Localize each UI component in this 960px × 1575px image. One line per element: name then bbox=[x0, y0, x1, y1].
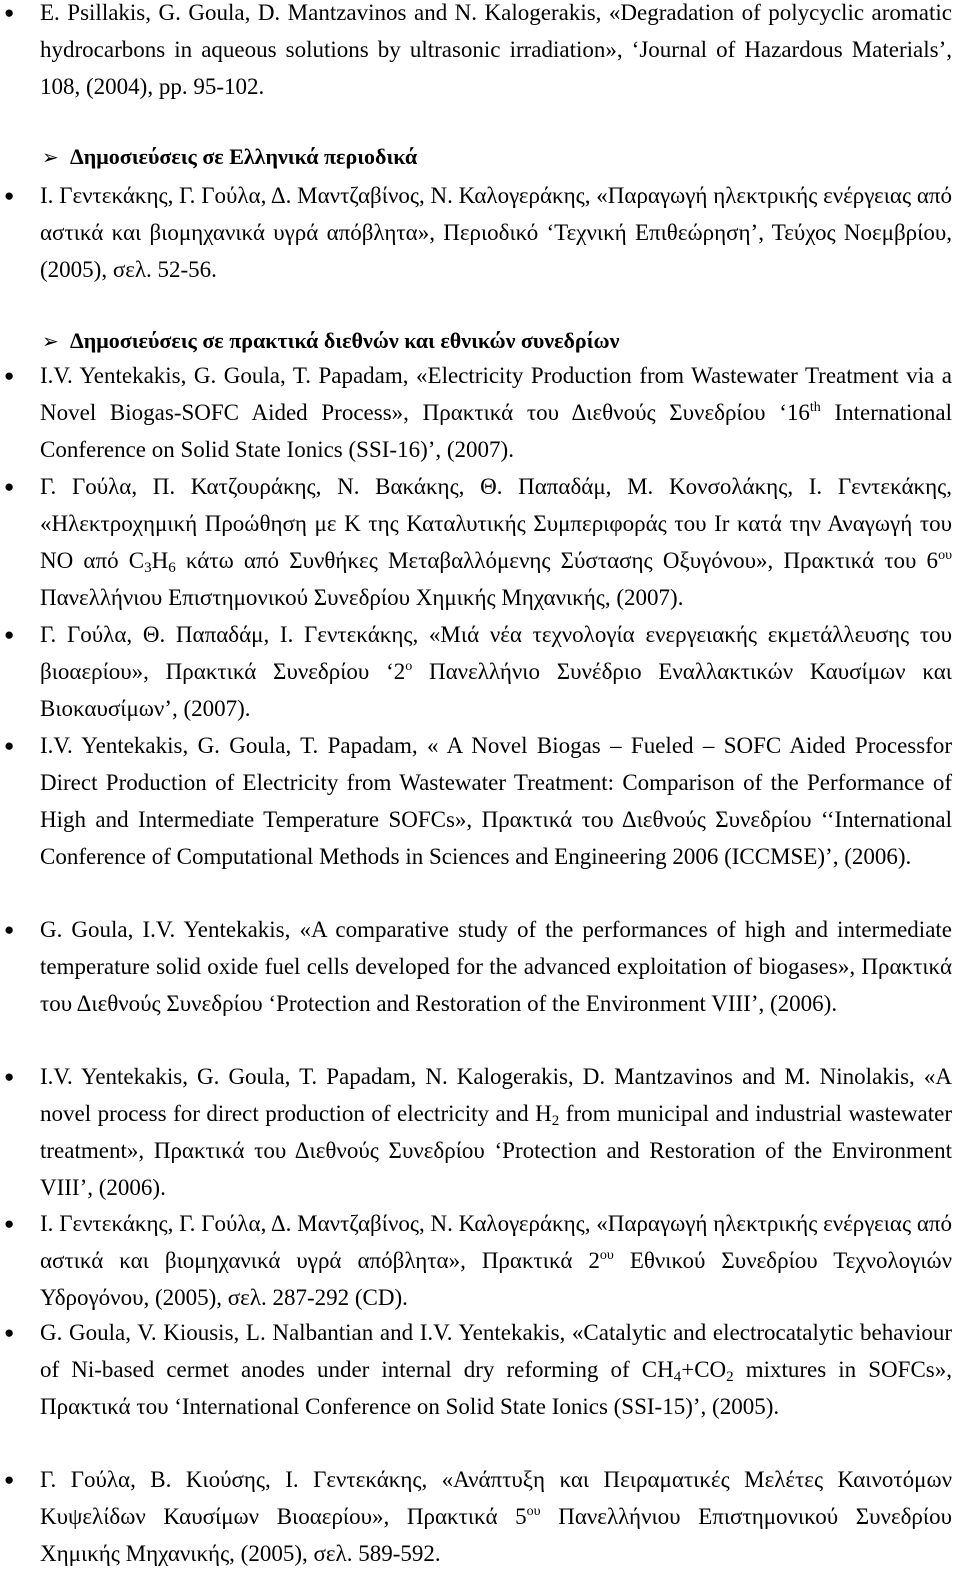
reference-entry bbox=[4, 911, 952, 1022]
text-segment: International Conference on Solid State Ionics (SSI-16)’, (2007). bbox=[40, 400, 952, 462]
text-segment: Εθνικού Συνεδρίου Τεχνολογιών Υδρογόνου, (2005), σελ. 287-292 (CD). bbox=[40, 1248, 952, 1310]
subscript: 6 bbox=[168, 560, 176, 576]
text-segment: from municipal and industrial wastewater treatment», Πρακτικά του Διεθνούς Συνεδρίου ‘Protection and Restoration of the Environment VIII’, (2006). bbox=[40, 1101, 952, 1200]
text-segment: Γ. Γούλα, Π. Κατζουράκης, Ν. Βακάκης, Θ. Παπαδάμ, Μ. Κονσολάκης, Ι. Γεντεκάκης, «Ηλεκτροχημική Προώθηση με Κ της Καταλυτικής Συμπεριφοράς του Ir κατά την Αναγωγή του NO από C bbox=[40, 474, 952, 573]
text-segment: I.V. Yentekakis, G. Goula, T. Papadam, N. Kalogerakis, D. Mantzavinos and M. Ninolakis, «A novel process for direct production of electricity and H bbox=[40, 1064, 952, 1126]
superscript: ο bbox=[405, 659, 413, 674]
section-heading-greek-journals: ➢ Δημοσιεύσεις σε Ελληνικά περιοδικά bbox=[42, 142, 417, 173]
bullet-icon: ● bbox=[4, 920, 15, 939]
subscript: 4 bbox=[673, 1369, 682, 1385]
text-segment: Πανελλήνιου Επιστημονικού Συνεδρίου Χημικής Μηχανικής, (2005), σελ. 589-592. bbox=[40, 1504, 952, 1566]
reference-entry bbox=[4, 468, 952, 616]
bullet-icon: ● bbox=[4, 366, 15, 385]
reference-text bbox=[40, 1064, 952, 1200]
bullet-icon: ● bbox=[4, 1323, 15, 1342]
superscript: ου bbox=[938, 548, 952, 563]
text-segment: G. Goula, V. Kiousis, L. Nalbantian and I.V. Yentekakis, «Catalytic and electrocatalytic behaviour of Ni-based cermet anodes under internal dry reforming of CH bbox=[40, 1320, 952, 1382]
reference-text bbox=[40, 917, 952, 1016]
text-segment: +CO bbox=[681, 1357, 727, 1382]
bullet-icon: ● bbox=[4, 1067, 15, 1086]
text-segment: Γ. Γούλα, Θ. Παπαδάμ, Ι. Γεντεκάκης, «Μιά νέα τεχνολογία ενεργειακής εκμετάλλευσης του βιοαερίου», Πρακτικά Συνεδρίου ‘2 bbox=[40, 622, 952, 684]
bullet-icon: ● bbox=[4, 3, 15, 22]
text-segment: Ι. Γεντεκάκης, Γ. Γούλα, Δ. Μαντζαβίνος, Ν. Καλογεράκης, «Παραγωγή ηλεκτρικής ενέργειας από αστικά και βιομηχανικά υγρά απόβλητα», Πρακτικά 2 bbox=[40, 1211, 952, 1273]
bullet-icon: ● bbox=[4, 1470, 15, 1489]
bullet-icon: ● bbox=[4, 477, 15, 496]
reference-text bbox=[40, 1320, 952, 1419]
superscript: ου bbox=[599, 1248, 614, 1263]
section-heading-conferences: ➢ Δημοσιεύσεις σε πρακτικά διεθνών και εθνικών συνεδρίων bbox=[42, 326, 619, 357]
text-segment: I.V. Yentekakis, G. Goula, T. Papadam, «Electricity Production from Wastewater Treatment via a Novel Biogas-SOFC Aided Process», Πρακτικά του Διεθνούς Συνεδρίου ‘16 bbox=[40, 363, 952, 425]
subscript: 2 bbox=[726, 1369, 734, 1385]
arrow-bullet-icon: ➢ bbox=[42, 147, 59, 169]
reference-entry bbox=[4, 1314, 952, 1425]
text-segment: Πανελλήνιο Συνέδριο Εναλλακτικών Καυσίμων και Βιοκαυσίμων’, (2007). bbox=[40, 659, 952, 721]
bullet-icon: ● bbox=[4, 736, 15, 755]
subscript: 3 bbox=[144, 560, 152, 576]
reference-text bbox=[40, 183, 952, 282]
reference-entry bbox=[4, 616, 952, 727]
reference-entry bbox=[4, 1205, 952, 1316]
text-segment: Γ. Γούλα, Β. Κιούσης, Ι. Γεντεκάκης, «Ανάπτυξη και Πειραματικές Μελέτες Καινοτόμων Κυψελίδων Καυσίμων Βιοαερίου», Πρακτικά 5 bbox=[40, 1467, 952, 1529]
reference-text bbox=[40, 0, 952, 99]
arrow-bullet-icon: ➢ bbox=[42, 331, 59, 353]
bullet-icon: ● bbox=[4, 625, 15, 644]
text-segment: G. Goula, I.V. Yentekakis, «A comparative study of the performances of high and intermediate temperature solid oxide fuel cells developed for the advanced exploitation of biogases», Πρακτικά του Διεθνούς Συνεδρίου ‘Protection and Restoration of the Environment VIII’, (2006). bbox=[40, 917, 952, 1016]
text-segment: Ι. Γεντεκάκης, Γ. Γούλα, Δ. Μαντζαβίνος, Ν. Καλογεράκης, «Παραγωγή ηλεκτρικής ενέργειας από αστικά και βιομηχανικά υγρά απόβλητα», Περιοδικό ‘Τεχνική Επιθεώρηση’, Τεύχος Νοεμβρίου, (2005), σελ. 52-56. bbox=[40, 183, 952, 282]
superscript: ου bbox=[526, 1504, 541, 1519]
reference-text bbox=[40, 363, 952, 462]
reference-entry bbox=[4, 357, 952, 468]
subscript: 2 bbox=[551, 1113, 560, 1129]
text-segment: Πανελλήνιου Επιστημονικού Συνεδρίου Χημικής Μηχανικής, (2007). bbox=[40, 585, 684, 610]
reference-entry bbox=[4, 177, 952, 288]
text-segment: mixtures in SOFCs», Πρακτικά του ‘International Conference on Solid State Ionics (SSI-15)’, (2005). bbox=[40, 1357, 952, 1419]
text-segment: H bbox=[151, 548, 169, 573]
reference-text bbox=[40, 1211, 952, 1310]
reference-text bbox=[40, 1467, 952, 1566]
superscript: th bbox=[809, 400, 821, 415]
reference-text bbox=[40, 622, 952, 721]
reference-text bbox=[40, 474, 952, 610]
reference-entry bbox=[4, 1461, 952, 1572]
reference-text bbox=[40, 733, 952, 869]
reference-entry bbox=[4, 727, 952, 875]
reference-entry bbox=[4, 1058, 952, 1206]
bullet-icon: ● bbox=[4, 186, 15, 205]
text-segment: κάτω από Συνθήκες Μεταβαλλόμενης Σύστασης Οξυγόνου», Πρακτικά του 6 bbox=[175, 548, 939, 573]
bullet-icon: ● bbox=[4, 1214, 15, 1233]
text-segment: E. Psillakis, G. Goula, D. Mantzavinos and N. Kalogerakis, «Degradation of polycyclic aromatic hydrocarbons in aqueous solutions by ultrasonic irradiation», ‘Journal of Hazardous Materials’, 108, (2004), pp. 95-102. bbox=[40, 0, 952, 99]
reference-entry bbox=[4, 0, 952, 105]
text-segment: I.V. Yentekakis, G. Goula, T. Papadam, « A Novel Biogas – Fueled – SOFC Aided Processfor Direct Production of Electricity from Wastewater Treatment: Comparison of the Performance of High and Intermediate Temperature SOFCs», Πρακτικά του Διεθνούς Συνεδρίου ‘‘International Conference of Computational Methods in Sciences and Engineering 2006 (ICCMSE)’, (2006). bbox=[40, 733, 952, 869]
